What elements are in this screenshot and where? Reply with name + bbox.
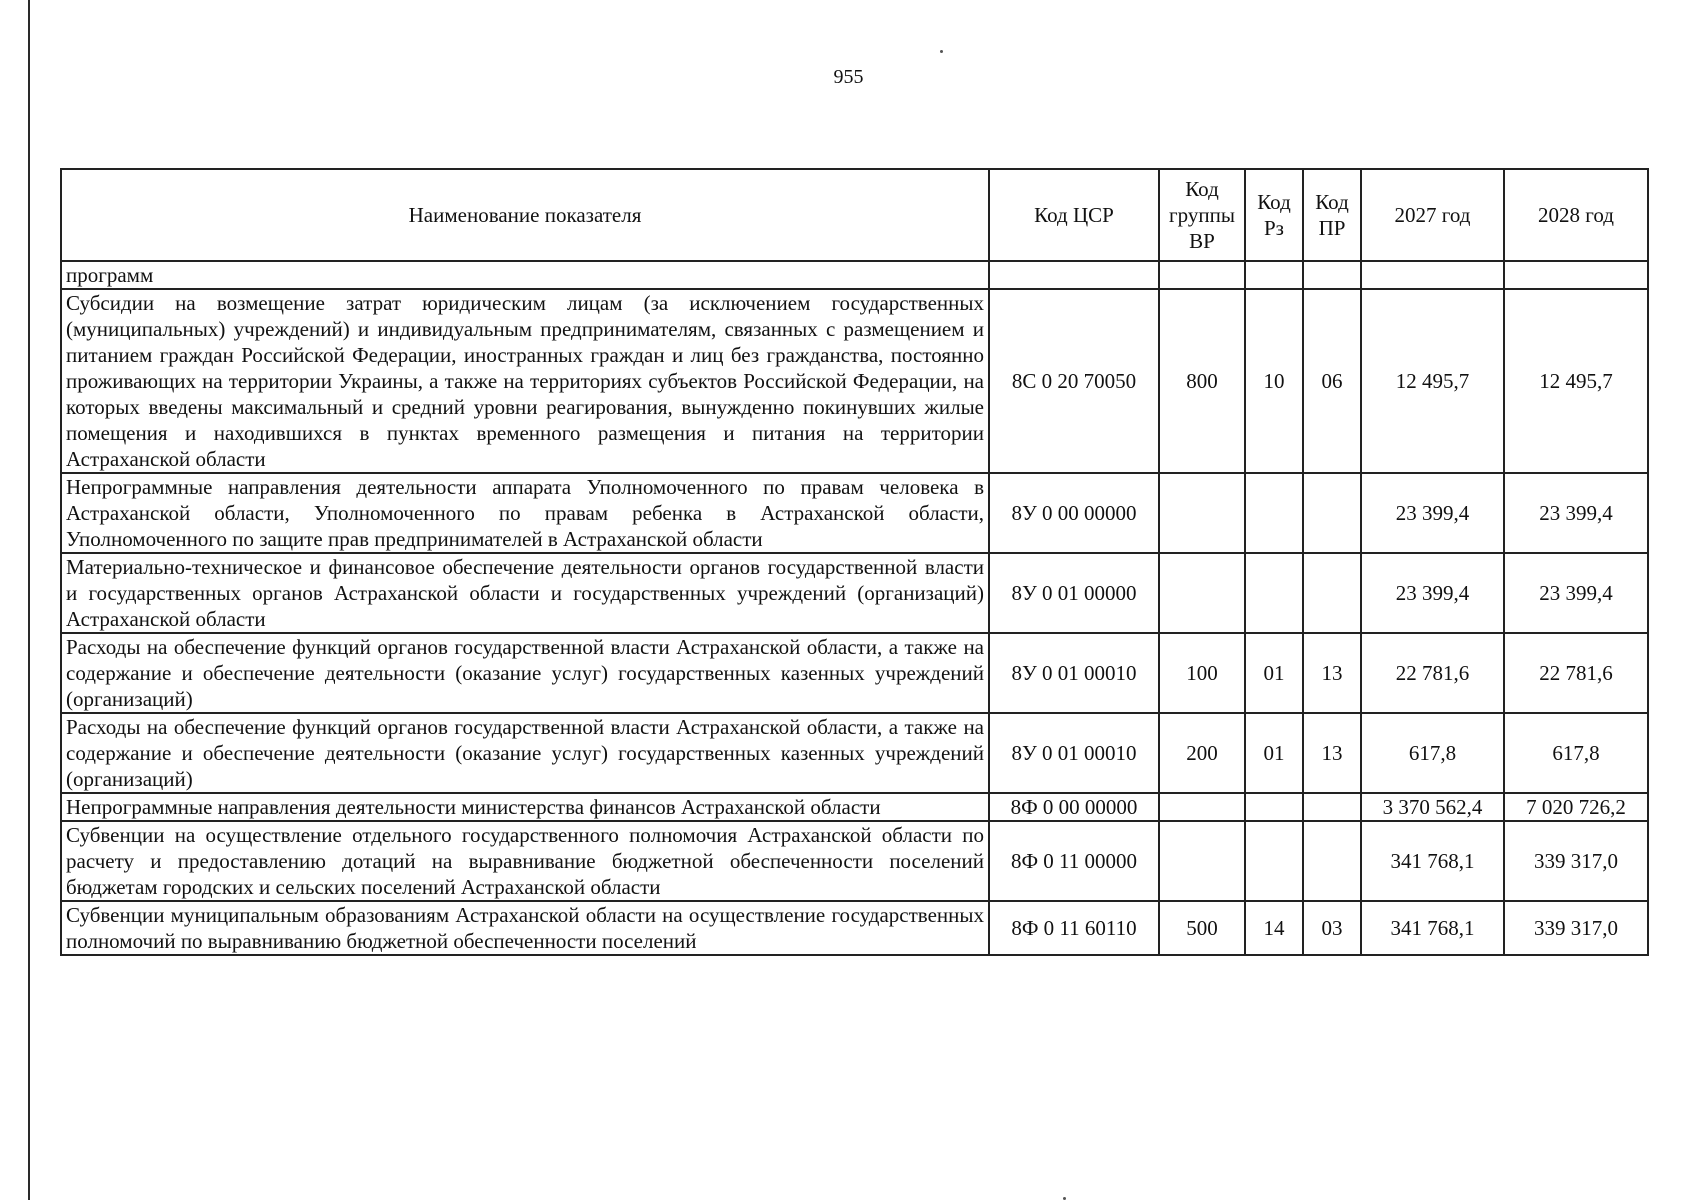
row-rz: 10 [1245,289,1303,473]
row-csr: 8С 0 20 70050 [989,289,1159,473]
row-2027 [1361,261,1504,289]
row-pr [1303,473,1361,553]
row-name: Непрограммные направления деятельности аппарата Уполномоченного по правам человека в Астраханской области, Уполномоченного по правам ребенка в Астраханской области, Уполномоченного по защите прав предпринимателей в Астраханской области [61,473,989,553]
row-2028: 12 495,7 [1504,289,1648,473]
row-2028: 7 020 726,2 [1504,793,1648,821]
header-2028: 2028 год [1504,169,1648,261]
row-2027: 341 768,1 [1361,821,1504,901]
row-2028: 617,8 [1504,713,1648,793]
scan-speck [940,50,943,53]
row-vr [1159,261,1245,289]
row-csr: 8У 0 01 00010 [989,633,1159,713]
row-vr: 800 [1159,289,1245,473]
row-vr [1159,553,1245,633]
row-name: Непрограммные направления деятельности министерства финансов Астраханской области [61,793,989,821]
row-2027: 617,8 [1361,713,1504,793]
row-2027: 3 370 562,4 [1361,793,1504,821]
row-csr: 8Ф 0 11 00000 [989,821,1159,901]
header-2027: 2027 год [1361,169,1504,261]
table-row [61,633,1648,713]
page-number: 955 [833,66,864,88]
row-pr [1303,821,1361,901]
row-name: Расходы на обеспечение функций органов государственной власти Астраханской области, а также на содержание и обеспечение деятельности (оказание услуг) государственных казенных учреждений (организаций) [61,633,989,713]
row-pr [1303,553,1361,633]
row-pr [1303,261,1361,289]
row-pr: 06 [1303,289,1361,473]
row-name: Субвенции муниципальным образованиям Астраханской области на осуществление государственных полномочий по выравниванию бюджетной обеспеченности поселений [61,901,989,955]
row-rz: 14 [1245,901,1303,955]
header-rz: Код Рз [1245,169,1303,261]
row-2028 [1504,261,1648,289]
row-rz [1245,821,1303,901]
row-name: Субсидии на возмещение затрат юридическим лицам (за исключением государственных (муниципальных) учреждений) и индивидуальным предпринимателям, связанных с размещением и питанием граждан Российской Федерации, иностранных граждан и лиц без гражданства, постоянно проживающих на территории Украины, а также на территориях субъектов Российской Федерации, на которых введены максимальный и средний уровни реагирования, вынужденно покинувших жилые помещения и находившихся в пунктах временного размещения и питания на территории Астраханской области [61,289,989,473]
row-csr: 8У 0 01 00000 [989,553,1159,633]
header-name: Наименование показателя [61,169,989,261]
row-name: Расходы на обеспечение функций органов государственной власти Астраханской области, а также на содержание и обеспечение деятельности (оказание услуг) государственных казенных учреждений (организаций) [61,713,989,793]
row-rz: 01 [1245,713,1303,793]
row-rz [1245,473,1303,553]
row-csr: 8У 0 00 00000 [989,473,1159,553]
table-row [61,793,1648,821]
row-rz [1245,793,1303,821]
row-csr: 8Ф 0 11 60110 [989,901,1159,955]
row-csr: 8У 0 01 00010 [989,713,1159,793]
table-row [61,901,1648,955]
row-vr [1159,793,1245,821]
table-row [61,289,1648,473]
row-rz [1245,553,1303,633]
row-2027: 12 495,7 [1361,289,1504,473]
row-name: Субвенции на осуществление отдельного государственного полномочия Астраханской области по расчету и предоставлению дотаций на выравнивание бюджетной обеспеченности поселений бюджетам городских и сельских поселений Астраханской области [61,821,989,901]
row-2028: 339 317,0 [1504,901,1648,955]
row-vr [1159,821,1245,901]
left-margin-rule [28,0,30,1200]
table-row [61,261,1648,289]
row-2027: 341 768,1 [1361,901,1504,955]
row-vr: 200 [1159,713,1245,793]
row-2027: 23 399,4 [1361,473,1504,553]
row-2027: 23 399,4 [1361,553,1504,633]
row-pr [1303,793,1361,821]
table-row [61,821,1648,901]
row-2028: 22 781,6 [1504,633,1648,713]
table-row [61,553,1648,633]
budget-table [60,168,1649,956]
row-name: программ [61,261,989,289]
row-pr: 13 [1303,713,1361,793]
row-2027: 22 781,6 [1361,633,1504,713]
row-pr: 03 [1303,901,1361,955]
header-csr: Код ЦСР [989,169,1159,261]
row-rz [1245,261,1303,289]
row-csr: 8Ф 0 00 00000 [989,793,1159,821]
header-vr: Код группы ВР [1159,169,1245,261]
row-rz: 01 [1245,633,1303,713]
row-2028: 23 399,4 [1504,473,1648,553]
table-header-row [61,169,1648,261]
row-csr [989,261,1159,289]
row-pr: 13 [1303,633,1361,713]
row-2028: 23 399,4 [1504,553,1648,633]
row-2028: 339 317,0 [1504,821,1648,901]
row-vr: 100 [1159,633,1245,713]
table-row [61,473,1648,553]
header-pr: Код ПР [1303,169,1361,261]
table-row [61,713,1648,793]
row-vr: 500 [1159,901,1245,955]
row-vr [1159,473,1245,553]
row-name: Материально-техническое и финансовое обеспечение деятельности органов государственной власти и государственных органов Астраханской области и государственных учреждений (организаций) Астраханской области [61,553,989,633]
